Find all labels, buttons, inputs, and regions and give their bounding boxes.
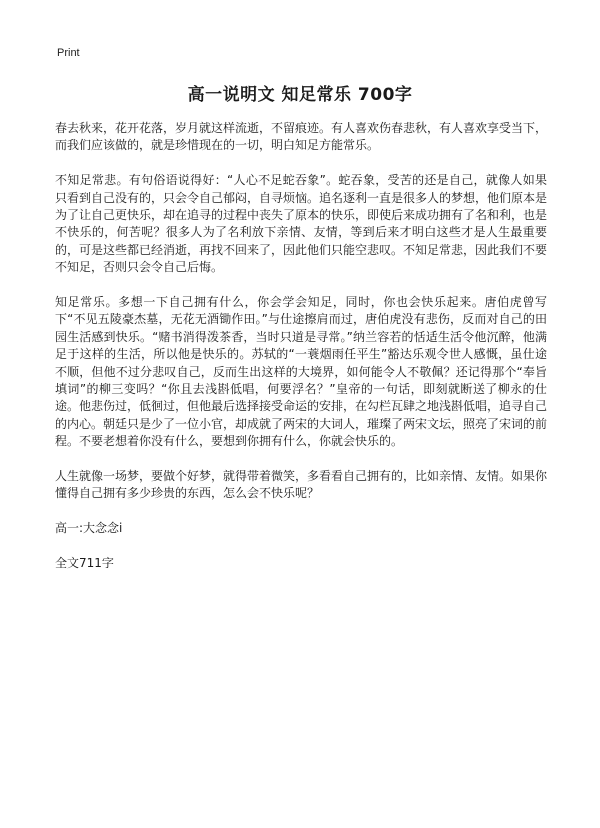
paragraph-discontent: 不知足常悲。有句俗语说得好：“人心不足蛇吞象”。蛇吞象，受苦的还是自己，就像人如果只看到自己没有的，只会令自己郁闷，自寻烦恼。追名逐利一直是很多人的梦想，他们原本是为了让自己更快乐，却在追寻的过程中丧失了原本的快乐，即使后来成功拥有了名和利，也是不快乐的，何苦呢？很多人为了名利放下亲情、友情，等到后来才明白这些才是人生最重要的，可是这些都已经消逝，再找不回来了，因此他们只能空悲叹。不知足常悲，因此我们不要不知足，否则只会令自己后悔。: [55, 173, 548, 275]
paragraph-contentment: 知足常乐。多想一下自己拥有什么，你会学会知足，同时，你也会快乐起来。唐伯虎曾写下“不见五陵豪杰墓，无花无酒锄作田。”与仕途擦肩而过，唐伯虎没有悲伤，反而对自己的田园生活感到快乐。“赌书消得泼茶香，当时只道是寻常。”纳兰容若的恬适生活令他沉醉，他满足于这样的生活，所以他是快乐的。苏轼的“一蓑烟雨任平生”豁达乐观令世人感慨，虽仕途不顺，但他不过分悲叹自己，反而生出这样的大境界，如何能令人不敬佩？还记得那个“奉旨填词”的柳三变吗？“你且去浅斟低唱，何要浮名？”皇帝的一句话，即刻就断送了柳永的仕途。他悲伤过，低徊过，但他最后选择接受命运的安排，在勾栏瓦肆之地浅斟低唱，追寻自己的内心。朝廷只是少了一位小官，却成就了两宋的大词人，璀璨了两宋文坛，照亮了宋词的前程。不要老想着你没有什么，要想到你拥有什么，你就会快乐的。: [55, 295, 548, 449]
document-title: 高一说明文 知足常乐 700字: [187, 85, 413, 105]
paragraph-conclusion: 人生就像一场梦，要做个好梦，就得带着微笑，多看看自己拥有的，比如亲情、友情。如果你懂得自己拥有多少珍贵的东西，怎么会不快乐呢？: [55, 469, 548, 501]
print-label: Print: [57, 47, 80, 59]
document-body: [55, 120, 547, 572]
author-signature: 高一:大念念i: [55, 521, 123, 536]
word-count: 全文711字: [55, 556, 114, 571]
paragraph-intro: 春去秋来，花开花落，岁月就这样流逝，不留痕迹。有人喜欢伤春悲秋，有人喜欢享受当下，而我们应该做的，就是珍惜现在的一切，明白知足方能常乐。: [55, 121, 548, 153]
